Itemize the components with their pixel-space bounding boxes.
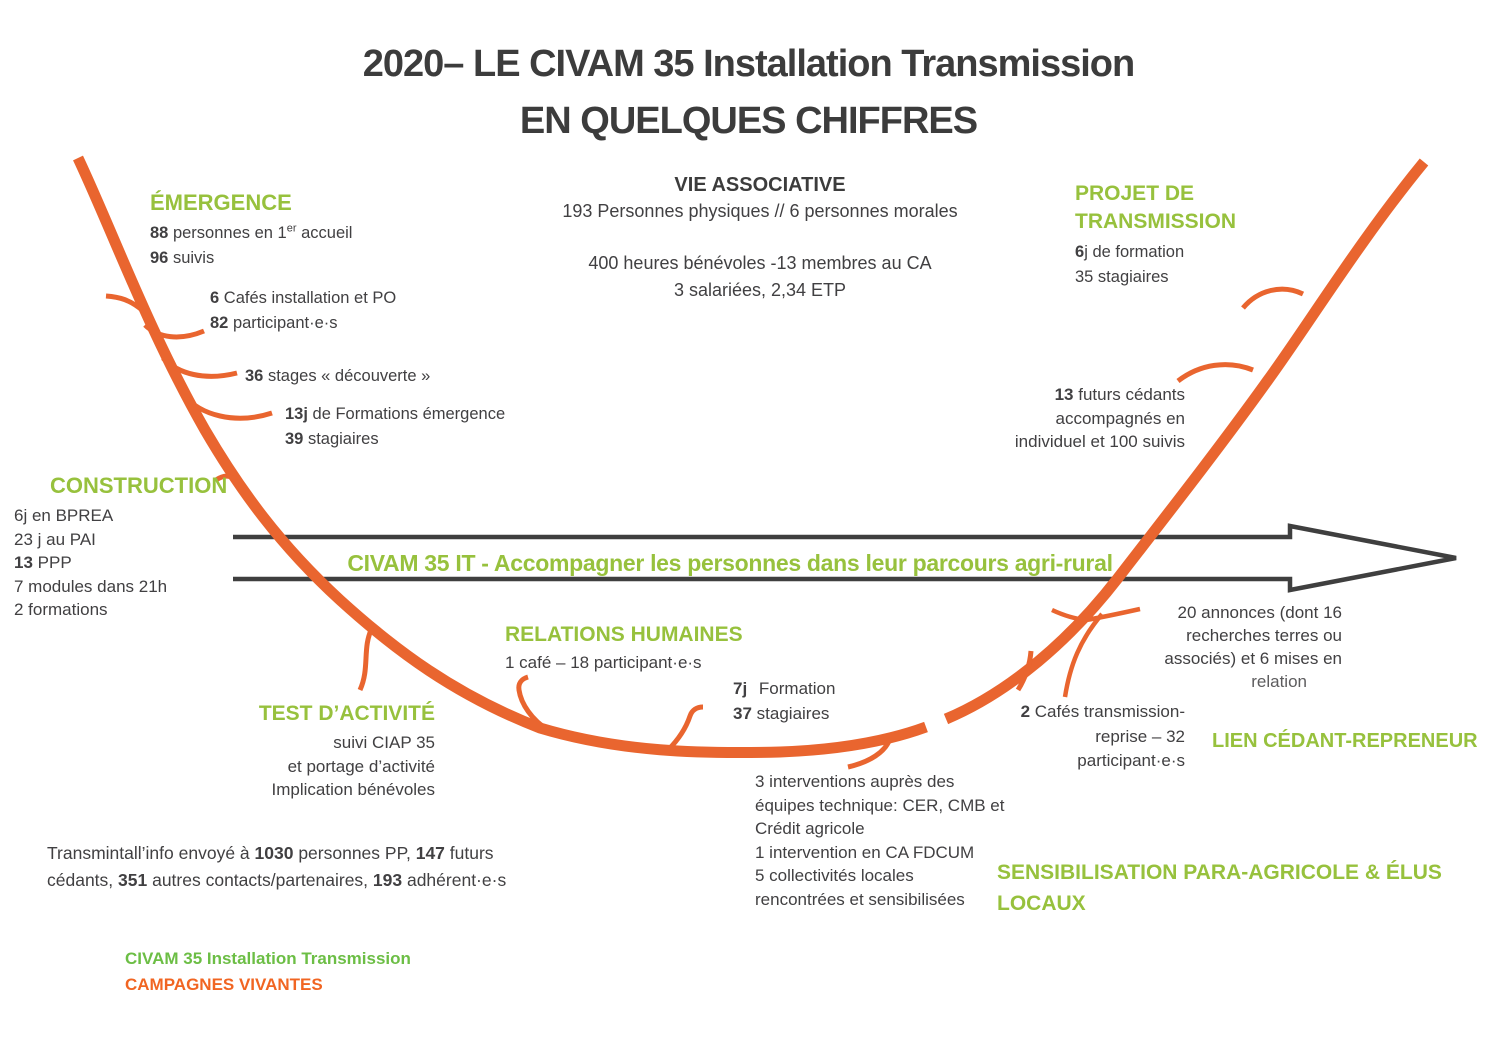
stat-label: 23 j au PAI <box>14 529 96 549</box>
branch-13-cedants <box>1178 365 1253 381</box>
stat-label: suivis <box>172 249 215 267</box>
stagiaires-line <box>733 701 835 726</box>
stat-label: personnes en 1 <box>172 224 287 242</box>
cafes-line1 <box>1010 700 1185 725</box>
sensibilisation-line2: LOCAUX <box>997 892 1086 915</box>
construction-item <box>14 575 167 599</box>
title-line1: 2020– LE CIVAM 35 Installation Transmission <box>362 43 1135 85</box>
logo-line1: CIVAM 35 Installation Transmission <box>125 949 411 968</box>
stat-emergence-suivis <box>150 246 214 271</box>
section-projet-transmission-heading <box>1075 180 1236 236</box>
formation-line <box>733 676 835 701</box>
stat-value: 6 <box>1075 243 1085 261</box>
interventions-line5: 5 collectivités locales <box>755 866 914 885</box>
interventions-line2: équipes technique: CER, CMB et <box>755 795 1005 815</box>
section-relations-humaines-heading: RELATIONS HUMAINES <box>505 623 743 646</box>
construction-item <box>14 598 167 622</box>
stat-interventions <box>755 770 1004 911</box>
stat-emergence-cafes <box>210 286 396 311</box>
construction-item <box>14 551 167 575</box>
stat-value: 39 <box>285 430 304 448</box>
stat-emergence-stages <box>245 364 430 389</box>
interventions-line4: 1 intervention en CA FDCUM <box>755 842 975 862</box>
text-segment: Transmintall’info envoyé à <box>47 843 255 863</box>
text-segment: adhérent·e·s <box>402 870 507 890</box>
stat-cafes-transmission <box>1010 700 1185 774</box>
cafes-line2: reprise – 32 <box>1095 726 1185 746</box>
stat-label: stagiaires <box>307 430 379 448</box>
section-test-activite <box>225 700 435 802</box>
stat-value: 36 <box>245 367 264 385</box>
sensibilisation-line1: SENSIBILISATION PARA-AGRICOLE & ÉLUS <box>997 861 1442 884</box>
text-segment: personnes PP, <box>293 843 416 863</box>
stat-value: 88 <box>150 224 169 242</box>
stat-emergence-formations <box>285 402 505 427</box>
stat-emergence-accueil <box>150 221 352 246</box>
stat-value: 7j <box>733 679 748 698</box>
stat-label: de Formations émergence <box>312 405 506 423</box>
section-test-activite-heading: TEST D’ACTIVITÉ <box>258 702 435 725</box>
section-construction-heading: CONSTRUCTION <box>50 473 228 498</box>
stat-label: 7 modules dans 21h <box>14 576 168 596</box>
section-sensibilisation-heading <box>997 857 1442 919</box>
annonces-line4: relation <box>1251 672 1307 691</box>
test-line2: et portage d’activité <box>287 756 435 776</box>
stat-label: 6j en BPREA <box>14 506 114 525</box>
stat-transmission-formation <box>1075 240 1184 265</box>
test-line1: suivi CIAP 35 <box>333 733 435 752</box>
heading-line1: PROJET DE <box>1075 182 1195 205</box>
cedants-line1 <box>985 383 1185 407</box>
stat-emergence-participants <box>210 311 338 336</box>
annonces-line3: associés) et 6 mises en <box>1164 649 1342 668</box>
stat-label-sup: er <box>286 222 297 235</box>
stat-label: Formation <box>758 679 836 698</box>
stat-label: accueil <box>301 224 353 242</box>
construction-item <box>14 504 167 528</box>
branch-7j-formation <box>668 707 703 750</box>
stat-value: 1030 <box>254 843 294 863</box>
interventions-line1: 3 interventions auprès des <box>755 772 955 791</box>
test-line3: Implication bénévoles <box>271 780 435 799</box>
stat-label: stages « découverte » <box>267 367 431 385</box>
stat-value: 6 <box>210 289 220 307</box>
stat-value: 13j <box>285 405 308 423</box>
section-lien-cedant-heading: LIEN CÉDANT-REPRENEUR <box>1212 730 1478 752</box>
vie-line2: 400 heures bénévoles -13 membres au CA <box>588 253 932 273</box>
stat-label: stagiaires <box>756 704 830 723</box>
stat-value: 147 <box>415 843 445 863</box>
annonces-line1: 20 annonces (dont 16 <box>1177 603 1342 622</box>
logo-line2: CAMPAGNES VIVANTES <box>125 975 323 994</box>
text-segment: futurs cédants, <box>47 843 494 890</box>
vie-line1: 193 Personnes physiques // 6 personnes morales <box>562 201 958 221</box>
stat-label: 2 formations <box>14 600 108 619</box>
civam-logo <box>125 946 411 998</box>
cedants-line3: individuel et 100 suivis <box>1014 432 1185 451</box>
section-vie-associative <box>480 172 1040 304</box>
construction-list <box>14 504 167 622</box>
stat-label: j de formation <box>1084 243 1185 261</box>
stat-value: 82 <box>210 314 229 332</box>
stat-label: Cafés transmission- <box>1034 702 1185 721</box>
section-emergence-heading: ÉMERGENCE <box>150 190 292 215</box>
annonces-line2: recherches terres ou <box>1186 626 1342 645</box>
stat-value: 96 <box>150 249 169 267</box>
stat-annonces <box>1158 601 1342 693</box>
vie-line3: 3 salariées, 2,34 ETP <box>673 280 847 300</box>
branch-test-activite <box>360 628 372 690</box>
stat-value: 2 <box>1020 702 1031 721</box>
stat-label: futurs cédants <box>1078 385 1185 404</box>
stat-transmission-stagiaires: 35 stagiaires <box>1075 268 1169 286</box>
title-line2: EN QUELQUES CHIFFRES <box>519 100 978 142</box>
section-vie-associative-heading: VIE ASSOCIATIVE <box>674 174 846 196</box>
stat-formation-rh <box>733 676 835 726</box>
stat-label: PPP <box>37 553 72 572</box>
stat-label: participant·e·s <box>232 314 338 332</box>
stat-value: 13 <box>1054 385 1074 404</box>
heading-line2: TRANSMISSION <box>1075 210 1237 233</box>
text-segment: autres contacts/partenaires, <box>147 870 373 890</box>
stat-value: 193 <box>372 870 403 890</box>
cedants-line2: accompagnés en <box>1055 408 1185 428</box>
stat-value: 13 <box>14 553 33 572</box>
page-title <box>0 36 1497 150</box>
stat-futurs-cedants <box>985 383 1185 454</box>
stat-label: Cafés installation et PO <box>223 289 397 307</box>
interventions-line3: Crédit agricole <box>755 819 865 838</box>
stat-value: 351 <box>118 870 148 890</box>
stat-emergence-stagiaires <box>285 427 379 452</box>
stat-value: 37 <box>733 704 752 723</box>
flow-arrow-label: CIVAM 35 IT - Accompagner les personnes dans leur parcours agri-rural <box>347 550 1113 576</box>
stat-transmint-info <box>47 840 537 894</box>
branch-6j-transmission <box>1243 289 1303 308</box>
cafes-line3: participant·e·s <box>1077 751 1185 770</box>
interventions-line6: rencontrées et sensibilisées <box>755 889 965 909</box>
stat-relations-humaines: 1 café – 18 participant·e·s <box>505 653 702 672</box>
construction-item <box>14 528 167 552</box>
